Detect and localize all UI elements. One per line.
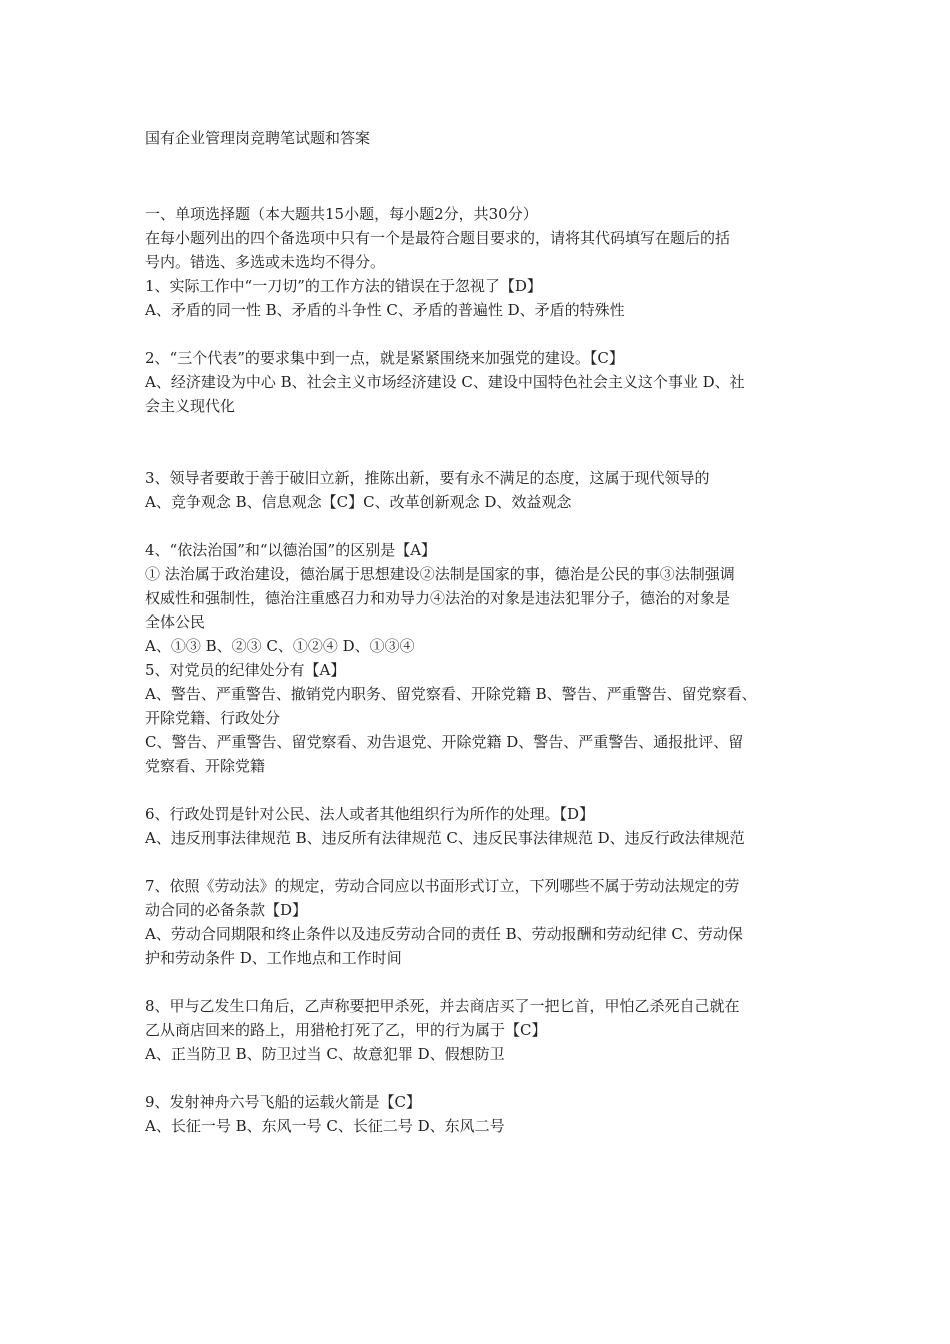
question-1 <box>145 274 815 322</box>
question-text: 5、对党员的纪律处分有【A】 <box>145 661 346 679</box>
question-text: 4、“依法治国”和“以德治国”的区别是【A】 <box>145 541 437 559</box>
question-text: 1、实际工作中“一刀切”的工作方法的错误在于忽视了【D】 <box>145 277 542 295</box>
question-options: A、竞争观念 B、信息观念【C】C、改革创新观念 D、效益观念 <box>145 493 572 511</box>
question-6 <box>145 802 815 850</box>
question-options: A、经济建设为中心 B、社会主义市场经济建设 C、建设中国特色社会主义这个事业 D、社 <box>145 373 745 391</box>
question-text: 2、“三个代表”的要求集中到一点，就是紧紧围绕来加强党的建设。【C】 <box>145 349 624 367</box>
question-options: A、劳动合同期限和终止条件以及违反劳动合同的责任 B、劳动报酬和劳动纪律 C、劳动保 <box>145 925 743 943</box>
question-options: A、矛盾的同一性 B、矛盾的斗争性 C、矛盾的普遍性 D、矛盾的特殊性 <box>145 301 625 319</box>
question-4 <box>145 538 815 778</box>
question-text: 3、领导者要敢于善于破旧立新，推陈出新，要有永不满足的态度，这属于现代领导的 <box>145 469 710 487</box>
question-statement: 全体公民 <box>145 613 206 631</box>
question-text: 8、甲与乙发生口角后，乙声称要把甲杀死，并去商店买了一把匕首，甲怕乙杀死自己就在 <box>145 997 740 1015</box>
question-options: 会主义现代化 <box>145 397 236 415</box>
question-options: A、违反刑事法律规范 B、违反所有法律规范 C、违反民事法律规范 D、违反行政法律规范 <box>145 829 745 847</box>
question-statement: 权威性和强制性，德治注重感召力和劝导力④法治的对象是违法犯罪分子，德治的对象是 <box>145 589 731 607</box>
question-text: 6、行政处罚是针对公民、法人或者其他组织行为所作的处理。【D】 <box>145 805 595 823</box>
question-text: 9、发射神舟六号飞船的运载火箭是【C】 <box>145 1093 422 1111</box>
question-text: 动合同的必备条款【D】 <box>145 901 308 919</box>
question-options: 党察看、开除党籍 <box>145 757 266 775</box>
question-8 <box>145 994 815 1066</box>
question-text: 7、依照《劳动法》的规定，劳动合同应以书面形式订立，下列哪些不属于劳动法规定的劳 <box>145 877 740 895</box>
instructions-line: 在每小题列出的四个备选项中只有一个是最符合题目要求的，请将其代码填写在题后的括 <box>145 229 731 247</box>
section-heading: 一、单项选择题（本大题共15小题，每小题2分，共30分） <box>145 205 538 223</box>
document-title: 国有企业管理岗竞聘笔试题和答案 <box>145 129 371 147</box>
question-options: 护和劳动条件 D、工作地点和工作时间 <box>145 949 402 967</box>
question-7 <box>145 874 815 970</box>
question-9 <box>145 1090 815 1138</box>
question-text: 乙从商店回来的路上，用猎枪打死了乙，甲的行为属于【C】 <box>145 1021 547 1039</box>
document-body <box>145 202 815 1138</box>
question-options: A、正当防卫 B、防卫过当 C、故意犯罪 D、假想防卫 <box>145 1045 505 1063</box>
question-2 <box>145 346 815 418</box>
question-options: A、警告、严重警告、撤销党内职务、留党察看、开除党籍 B、警告、严重警告、留党察看、 <box>145 685 757 703</box>
question-options: 开除党籍、行政处分 <box>145 709 281 727</box>
instructions-line: 号内。错选、多选或未选均不得分。 <box>145 253 386 271</box>
question-options: C、警告、严重警告、留党察看、劝告退党、开除党籍 D、警告、严重警告、通报批评、留 <box>145 733 744 751</box>
question-3 <box>145 466 815 514</box>
question-options: A、①③ B、②③ C、①②④ D、①③④ <box>145 637 415 655</box>
question-options: A、长征一号 B、东风一号 C、长征二号 D、东风二号 <box>145 1117 505 1135</box>
question-statement: ① 法治属于政治建设，德治属于思想建设②法制是国家的事，德治是公民的事③法制强调 <box>145 565 735 583</box>
